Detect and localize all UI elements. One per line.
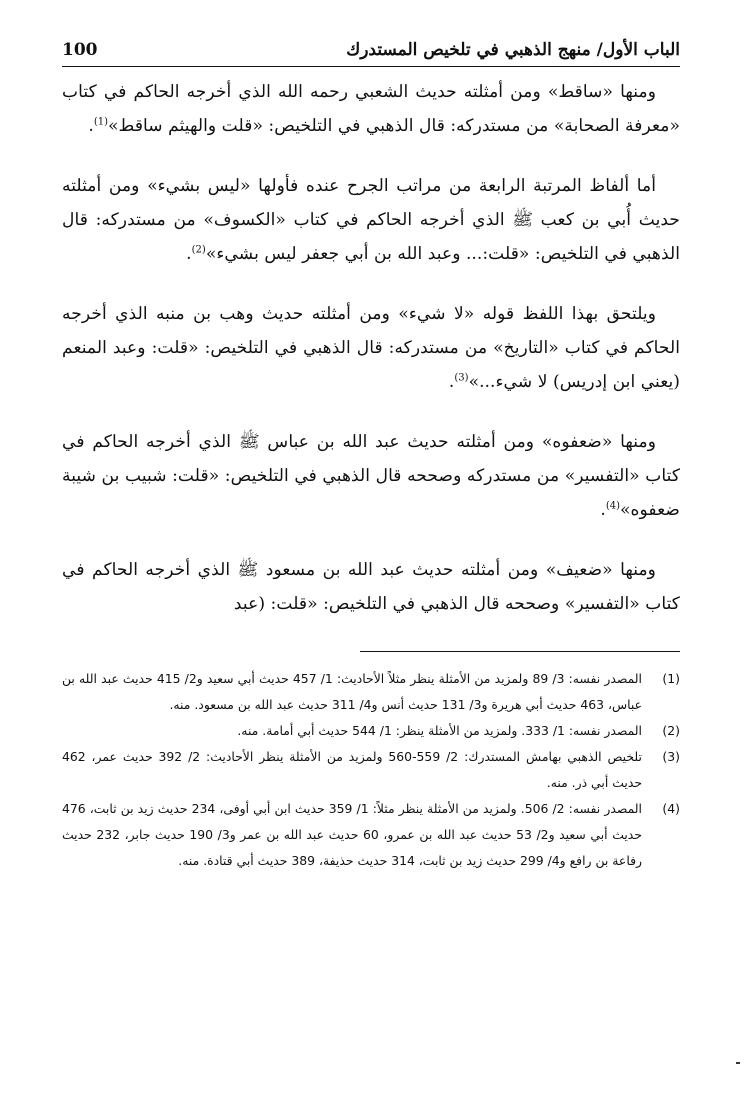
footnote [62, 666, 680, 718]
paragraph: ومنها «ضعيف» ومن أمثلته حديث عبد الله بن مسعود ﷺ الذي أخرجه الحاكم في كتاب «التفسير» وصححه قال الذهبي في التلخيص: «قلت: (عبد [62, 560, 680, 614]
footnote [62, 744, 680, 796]
footnote-text: المصدر نفسه: 2/ 506. ولمزيد من الأمثلة ينظر مثلاً: 1/ 359 حديث ابن أبي أوفى، 234 حديث زيد بن ثابت، 476 حديث أبي سعيد و2/ 53 حديث عبد الله بن عمرو، 60 حديث عبد الله بن عمر و3/ 190 حديث جابر، 232 حديث رفاعة بن رافع و4/ 299 حديث زيد بن ثابت، 314 حديث حذيفة، 389 حديث أبي قتادة. منه. [62, 801, 642, 868]
body-text [62, 75, 680, 621]
footnote-text: المصدر نفسه: 1/ 333. ولمزيد من الأمثلة ينظر: 1/ 544 حديث أبي أمامة. منه. [237, 723, 642, 738]
footnote-text: المصدر نفسه: 3/ 89 ولمزيد من الأمثلة ينظر مثلاً الأحاديث: 1/ 457 حديث أبي سعيد و2/ 415 حديث عبد الله بن عباس، 463 حديث أبي هريرة و3/ 131 حديث أنس و4/ 311 حديث عبد الله بن مسعود. منه. [62, 671, 642, 712]
footnote-separator [62, 651, 680, 652]
footnote-ref: (4) [605, 500, 621, 512]
paragraph: ومنها «ساقط» ومن أمثلته حديث الشعبي رحمه الله الذي أخرجه الحاكم في كتاب «معرفة الصحابة» من مستدركه: قال الذهبي في التلخيص: «قلت والهيثم ساقط»$^{(1)}$. [62, 82, 680, 136]
footnote-number: (2) [662, 723, 680, 738]
footnote-number: (4) [662, 801, 680, 816]
paragraph: ويلتحق بهذا اللفظ قوله «لا شيء» ومن أمثلته حديث وهب بن منبه الذي أخرجه الحاكم في كتاب «التاريخ» من مستدركه: قال الذهبي في التلخيص: «قلت: وعبد المنعم (يعني ابن إدريس) لا شيء...»$^{(3)}$. [62, 304, 680, 392]
page-number: 100 [62, 40, 98, 60]
page [62, 40, 680, 874]
footnote-number: (3) [662, 749, 680, 764]
footnote-ref: (2) [191, 244, 206, 256]
footnote-text: تلخيص الذهبي بهامش المستدرك: 2/ 559-560 ولمزيد من الأمثلة ينظر الأحاديث: 2/ 392 حديث عمر، 462 حديث أبي ذر. منه. [62, 749, 642, 790]
footnote-ref: (1) [93, 116, 108, 128]
footnotes [62, 666, 680, 874]
footnote-ref: (3) [454, 372, 469, 384]
footnote-number: (1) [662, 671, 680, 686]
running-head [62, 40, 680, 67]
footnote [62, 718, 680, 744]
running-title: الباب الأول/ منهج الذهبي في تلخيص المستدرك [346, 40, 680, 60]
paragraph: ومنها «ضعفوه» ومن أمثلته حديث عبد الله بن عباس ﷺ الذي أخرجه الحاكم في كتاب «التفسير» من مستدركه وصححه قال الذهبي في التلخيص: «قلت: شبيب بن شيبة ضعفوه»$^{(4)}$. [62, 432, 680, 520]
paragraph: أما ألفاظ المرتبة الرابعة من مراتب الجرح عنده فأولها «ليس بشيء» ومن أمثلته حديث أُبي بن كعب ﷺ الذي أخرجه الحاكم في كتاب «الكسوف» من مستدركه: قال الذهبي في التلخيص: «قلت:... وعبد الله بن أبي جعفر ليس بشيء»$^{(2)}$. [62, 176, 680, 264]
scan-mark [736, 1062, 740, 1064]
footnote [62, 796, 680, 874]
